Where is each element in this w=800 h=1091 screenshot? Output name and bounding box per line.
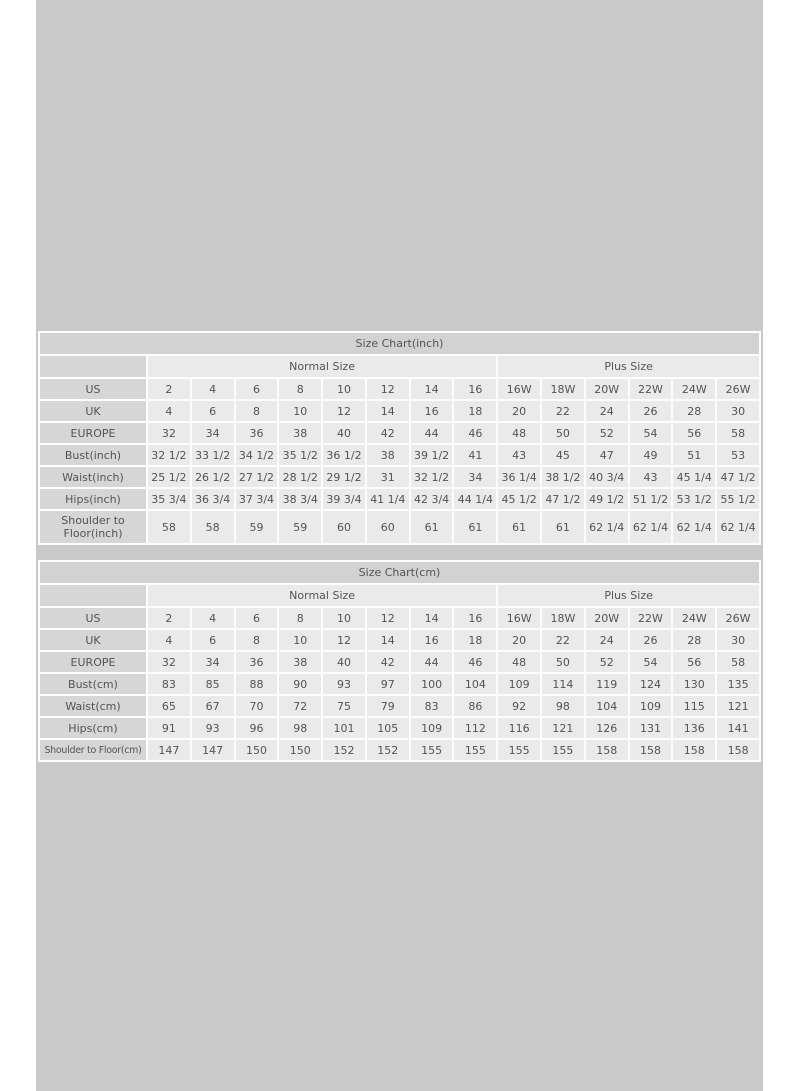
size-value-cell: 62 1/4 (673, 511, 715, 543)
size-value-cell: 38 (367, 445, 409, 465)
size-value-cell: 147 (192, 740, 234, 760)
size-value-cell: 40 (323, 652, 365, 672)
table-row (40, 718, 759, 738)
size-value-cell: 44 1/4 (454, 489, 496, 509)
size-value-cell: 109 (411, 718, 453, 738)
size-value-cell: 38 1/2 (542, 467, 584, 487)
group-header: Normal Size (148, 356, 496, 377)
size-value-cell: 109 (630, 696, 672, 716)
size-value-cell: 4 (192, 608, 234, 628)
size-value-cell: 42 3/4 (411, 489, 453, 509)
size-value-cell: 158 (673, 740, 715, 760)
size-value-cell: 28 1/2 (279, 467, 321, 487)
size-value-cell: 109 (498, 674, 540, 694)
size-value-cell: 155 (411, 740, 453, 760)
size-value-cell: 12 (367, 608, 409, 628)
size-value-cell: 22W (630, 379, 672, 399)
size-value-cell: 116 (498, 718, 540, 738)
size-value-cell: 12 (323, 401, 365, 421)
size-value-cell: 150 (279, 740, 321, 760)
size-value-cell: 58 (192, 511, 234, 543)
size-value-cell: 147 (148, 740, 190, 760)
size-value-cell: 38 3/4 (279, 489, 321, 509)
size-value-cell: 36 1/4 (498, 467, 540, 487)
size-value-cell: 130 (673, 674, 715, 694)
size-value-cell: 56 (673, 423, 715, 443)
size-value-cell: 62 1/4 (586, 511, 628, 543)
size-value-cell: 18 (454, 401, 496, 421)
size-value-cell: 18 (454, 630, 496, 650)
table-row (40, 489, 759, 509)
size-value-cell: 10 (323, 379, 365, 399)
size-value-cell: 26 (630, 630, 672, 650)
size-value-cell: 16 (454, 379, 496, 399)
size-value-cell: 10 (323, 608, 365, 628)
table-row (40, 401, 759, 421)
size-value-cell: 58 (717, 423, 759, 443)
row-label: Bust(cm) (40, 674, 146, 694)
table-row (40, 630, 759, 650)
size-value-cell: 6 (192, 630, 234, 650)
size-value-cell: 150 (236, 740, 278, 760)
size-value-cell: 44 (411, 423, 453, 443)
size-value-cell: 37 3/4 (236, 489, 278, 509)
size-value-cell: 10 (279, 401, 321, 421)
size-value-cell: 36 3/4 (192, 489, 234, 509)
table-row (40, 423, 759, 443)
size-value-cell: 26 (630, 401, 672, 421)
size-value-cell: 46 (454, 423, 496, 443)
table-row (40, 445, 759, 465)
size-value-cell: 88 (236, 674, 278, 694)
row-label: US (40, 379, 146, 399)
size-value-cell: 16W (498, 608, 540, 628)
size-value-cell: 4 (148, 401, 190, 421)
size-value-cell: 34 (192, 652, 234, 672)
size-value-cell: 26 1/2 (192, 467, 234, 487)
size-value-cell: 50 (542, 652, 584, 672)
size-value-cell: 22 (542, 401, 584, 421)
size-value-cell: 24 (586, 401, 628, 421)
size-value-cell: 121 (542, 718, 584, 738)
size-value-cell: 126 (586, 718, 628, 738)
size-value-cell: 40 (323, 423, 365, 443)
size-value-cell: 6 (236, 608, 278, 628)
size-value-cell: 136 (673, 718, 715, 738)
size-value-cell: 52 (586, 423, 628, 443)
size-value-cell: 47 (586, 445, 628, 465)
size-value-cell: 65 (148, 696, 190, 716)
size-value-cell: 91 (148, 718, 190, 738)
size-value-cell: 51 (673, 445, 715, 465)
size-value-cell: 30 (717, 401, 759, 421)
size-value-cell: 43 (498, 445, 540, 465)
row-label: US (40, 608, 146, 628)
table-title: Size Chart(cm) (40, 562, 759, 583)
size-value-cell: 62 1/4 (630, 511, 672, 543)
size-value-cell: 35 1/2 (279, 445, 321, 465)
row-label: Shoulder to Floor(cm) (40, 740, 146, 760)
size-value-cell: 20W (586, 608, 628, 628)
size-value-cell: 115 (673, 696, 715, 716)
size-value-cell: 24W (673, 608, 715, 628)
size-value-cell: 104 (586, 696, 628, 716)
size-value-cell: 53 1/2 (673, 489, 715, 509)
size-chart-cm (38, 560, 761, 762)
size-value-cell: 62 1/4 (717, 511, 759, 543)
size-value-cell: 16 (454, 608, 496, 628)
size-value-cell: 41 1/4 (367, 489, 409, 509)
row-label: Hips(cm) (40, 718, 146, 738)
size-value-cell: 155 (498, 740, 540, 760)
size-value-cell: 8 (236, 630, 278, 650)
size-value-cell: 14 (411, 379, 453, 399)
table-row (40, 652, 759, 672)
size-value-cell: 20 (498, 401, 540, 421)
size-value-cell: 90 (279, 674, 321, 694)
size-value-cell: 2 (148, 608, 190, 628)
size-value-cell: 41 (454, 445, 496, 465)
size-value-cell: 14 (367, 401, 409, 421)
size-value-cell: 30 (717, 630, 759, 650)
size-value-cell: 152 (367, 740, 409, 760)
size-value-cell: 67 (192, 696, 234, 716)
size-value-cell: 20W (586, 379, 628, 399)
size-value-cell: 34 (192, 423, 234, 443)
size-value-cell: 61 (542, 511, 584, 543)
size-value-cell: 75 (323, 696, 365, 716)
size-value-cell: 8 (279, 379, 321, 399)
row-label: UK (40, 630, 146, 650)
size-value-cell: 58 (148, 511, 190, 543)
product-image-background (36, 0, 763, 1091)
size-value-cell: 101 (323, 718, 365, 738)
size-value-cell: 32 1/2 (148, 445, 190, 465)
size-value-cell: 112 (454, 718, 496, 738)
size-value-cell: 79 (367, 696, 409, 716)
size-value-cell: 38 (279, 652, 321, 672)
size-value-cell: 42 (367, 423, 409, 443)
size-value-cell: 158 (717, 740, 759, 760)
size-value-cell: 4 (192, 379, 234, 399)
table-row (40, 740, 759, 760)
size-value-cell: 92 (498, 696, 540, 716)
size-value-cell: 85 (192, 674, 234, 694)
size-value-cell: 121 (717, 696, 759, 716)
size-value-cell: 104 (454, 674, 496, 694)
size-value-cell: 22 (542, 630, 584, 650)
size-value-cell: 6 (192, 401, 234, 421)
size-value-cell: 32 (148, 652, 190, 672)
size-value-cell: 54 (630, 423, 672, 443)
table-row (40, 467, 759, 487)
size-value-cell: 20 (498, 630, 540, 650)
size-value-cell: 46 (454, 652, 496, 672)
size-value-cell: 39 3/4 (323, 489, 365, 509)
size-value-cell: 141 (717, 718, 759, 738)
size-value-cell: 32 (148, 423, 190, 443)
size-value-cell: 158 (630, 740, 672, 760)
size-value-cell: 35 3/4 (148, 489, 190, 509)
size-value-cell: 58 (717, 652, 759, 672)
size-value-cell: 61 (454, 511, 496, 543)
size-value-cell: 51 1/2 (630, 489, 672, 509)
corner-cell (40, 356, 146, 377)
size-value-cell: 59 (236, 511, 278, 543)
size-value-cell: 38 (279, 423, 321, 443)
size-value-cell: 98 (279, 718, 321, 738)
size-value-cell: 12 (323, 630, 365, 650)
size-value-cell: 93 (323, 674, 365, 694)
size-value-cell: 28 (673, 401, 715, 421)
row-label: EUROPE (40, 652, 146, 672)
size-value-cell: 16 (411, 401, 453, 421)
size-value-cell: 39 1/2 (411, 445, 453, 465)
size-value-cell: 36 1/2 (323, 445, 365, 465)
row-label: Hips(inch) (40, 489, 146, 509)
size-value-cell: 8 (236, 401, 278, 421)
size-value-cell: 52 (586, 652, 628, 672)
size-value-cell: 54 (630, 652, 672, 672)
row-label: Waist(cm) (40, 696, 146, 716)
size-value-cell: 59 (279, 511, 321, 543)
size-value-cell: 49 1/2 (586, 489, 628, 509)
size-value-cell: 18W (542, 608, 584, 628)
table-title: Size Chart(inch) (40, 333, 759, 354)
size-value-cell: 44 (411, 652, 453, 672)
size-value-cell: 43 (630, 467, 672, 487)
size-value-cell: 34 (454, 467, 496, 487)
size-value-cell: 119 (586, 674, 628, 694)
size-value-cell: 45 1/2 (498, 489, 540, 509)
size-value-cell: 36 (236, 423, 278, 443)
size-value-cell: 47 1/2 (717, 467, 759, 487)
size-value-cell: 34 1/2 (236, 445, 278, 465)
size-value-cell: 24 (586, 630, 628, 650)
size-value-cell: 48 (498, 652, 540, 672)
size-value-cell: 96 (236, 718, 278, 738)
table-row (40, 696, 759, 716)
size-value-cell: 86 (454, 696, 496, 716)
corner-cell (40, 585, 146, 606)
size-table (38, 331, 761, 545)
size-value-cell: 14 (367, 630, 409, 650)
size-value-cell: 47 1/2 (542, 489, 584, 509)
size-value-cell: 45 1/4 (673, 467, 715, 487)
size-value-cell: 10 (279, 630, 321, 650)
table-row (40, 674, 759, 694)
size-value-cell: 4 (148, 630, 190, 650)
size-value-cell: 18W (542, 379, 584, 399)
size-value-cell: 49 (630, 445, 672, 465)
size-value-cell: 26W (717, 608, 759, 628)
size-value-cell: 28 (673, 630, 715, 650)
size-value-cell: 31 (367, 467, 409, 487)
size-value-cell: 100 (411, 674, 453, 694)
size-value-cell: 45 (542, 445, 584, 465)
size-value-cell: 61 (498, 511, 540, 543)
size-value-cell: 50 (542, 423, 584, 443)
size-value-cell: 32 1/2 (411, 467, 453, 487)
size-value-cell: 27 1/2 (236, 467, 278, 487)
size-value-cell: 42 (367, 652, 409, 672)
size-value-cell: 2 (148, 379, 190, 399)
size-value-cell: 98 (542, 696, 584, 716)
size-value-cell: 72 (279, 696, 321, 716)
size-value-cell: 14 (411, 608, 453, 628)
row-label: EUROPE (40, 423, 146, 443)
size-value-cell: 12 (367, 379, 409, 399)
row-label: Shoulder to Floor(inch) (40, 511, 146, 543)
size-value-cell: 36 (236, 652, 278, 672)
size-value-cell: 105 (367, 718, 409, 738)
group-header: Normal Size (148, 585, 496, 606)
group-header: Plus Size (498, 356, 759, 377)
size-value-cell: 29 1/2 (323, 467, 365, 487)
size-value-cell: 6 (236, 379, 278, 399)
size-value-cell: 60 (367, 511, 409, 543)
table-row (40, 511, 759, 543)
size-value-cell: 60 (323, 511, 365, 543)
size-value-cell: 83 (411, 696, 453, 716)
size-value-cell: 56 (673, 652, 715, 672)
size-value-cell: 83 (148, 674, 190, 694)
size-value-cell: 48 (498, 423, 540, 443)
size-value-cell: 61 (411, 511, 453, 543)
size-value-cell: 114 (542, 674, 584, 694)
row-label: Bust(inch) (40, 445, 146, 465)
size-chart-inch (38, 331, 761, 545)
size-value-cell: 70 (236, 696, 278, 716)
size-value-cell: 135 (717, 674, 759, 694)
size-value-cell: 24W (673, 379, 715, 399)
size-value-cell: 131 (630, 718, 672, 738)
row-label: UK (40, 401, 146, 421)
row-label: Waist(inch) (40, 467, 146, 487)
size-table (38, 560, 761, 762)
size-value-cell: 22W (630, 608, 672, 628)
size-value-cell: 33 1/2 (192, 445, 234, 465)
group-header: Plus Size (498, 585, 759, 606)
size-value-cell: 16 (411, 630, 453, 650)
size-value-cell: 93 (192, 718, 234, 738)
table-row (40, 608, 759, 628)
size-value-cell: 55 1/2 (717, 489, 759, 509)
size-value-cell: 97 (367, 674, 409, 694)
size-value-cell: 8 (279, 608, 321, 628)
size-value-cell: 124 (630, 674, 672, 694)
size-value-cell: 155 (454, 740, 496, 760)
size-value-cell: 53 (717, 445, 759, 465)
size-value-cell: 26W (717, 379, 759, 399)
size-value-cell: 158 (586, 740, 628, 760)
size-value-cell: 40 3/4 (586, 467, 628, 487)
table-row (40, 379, 759, 399)
size-value-cell: 155 (542, 740, 584, 760)
size-value-cell: 25 1/2 (148, 467, 190, 487)
size-value-cell: 16W (498, 379, 540, 399)
size-value-cell: 152 (323, 740, 365, 760)
